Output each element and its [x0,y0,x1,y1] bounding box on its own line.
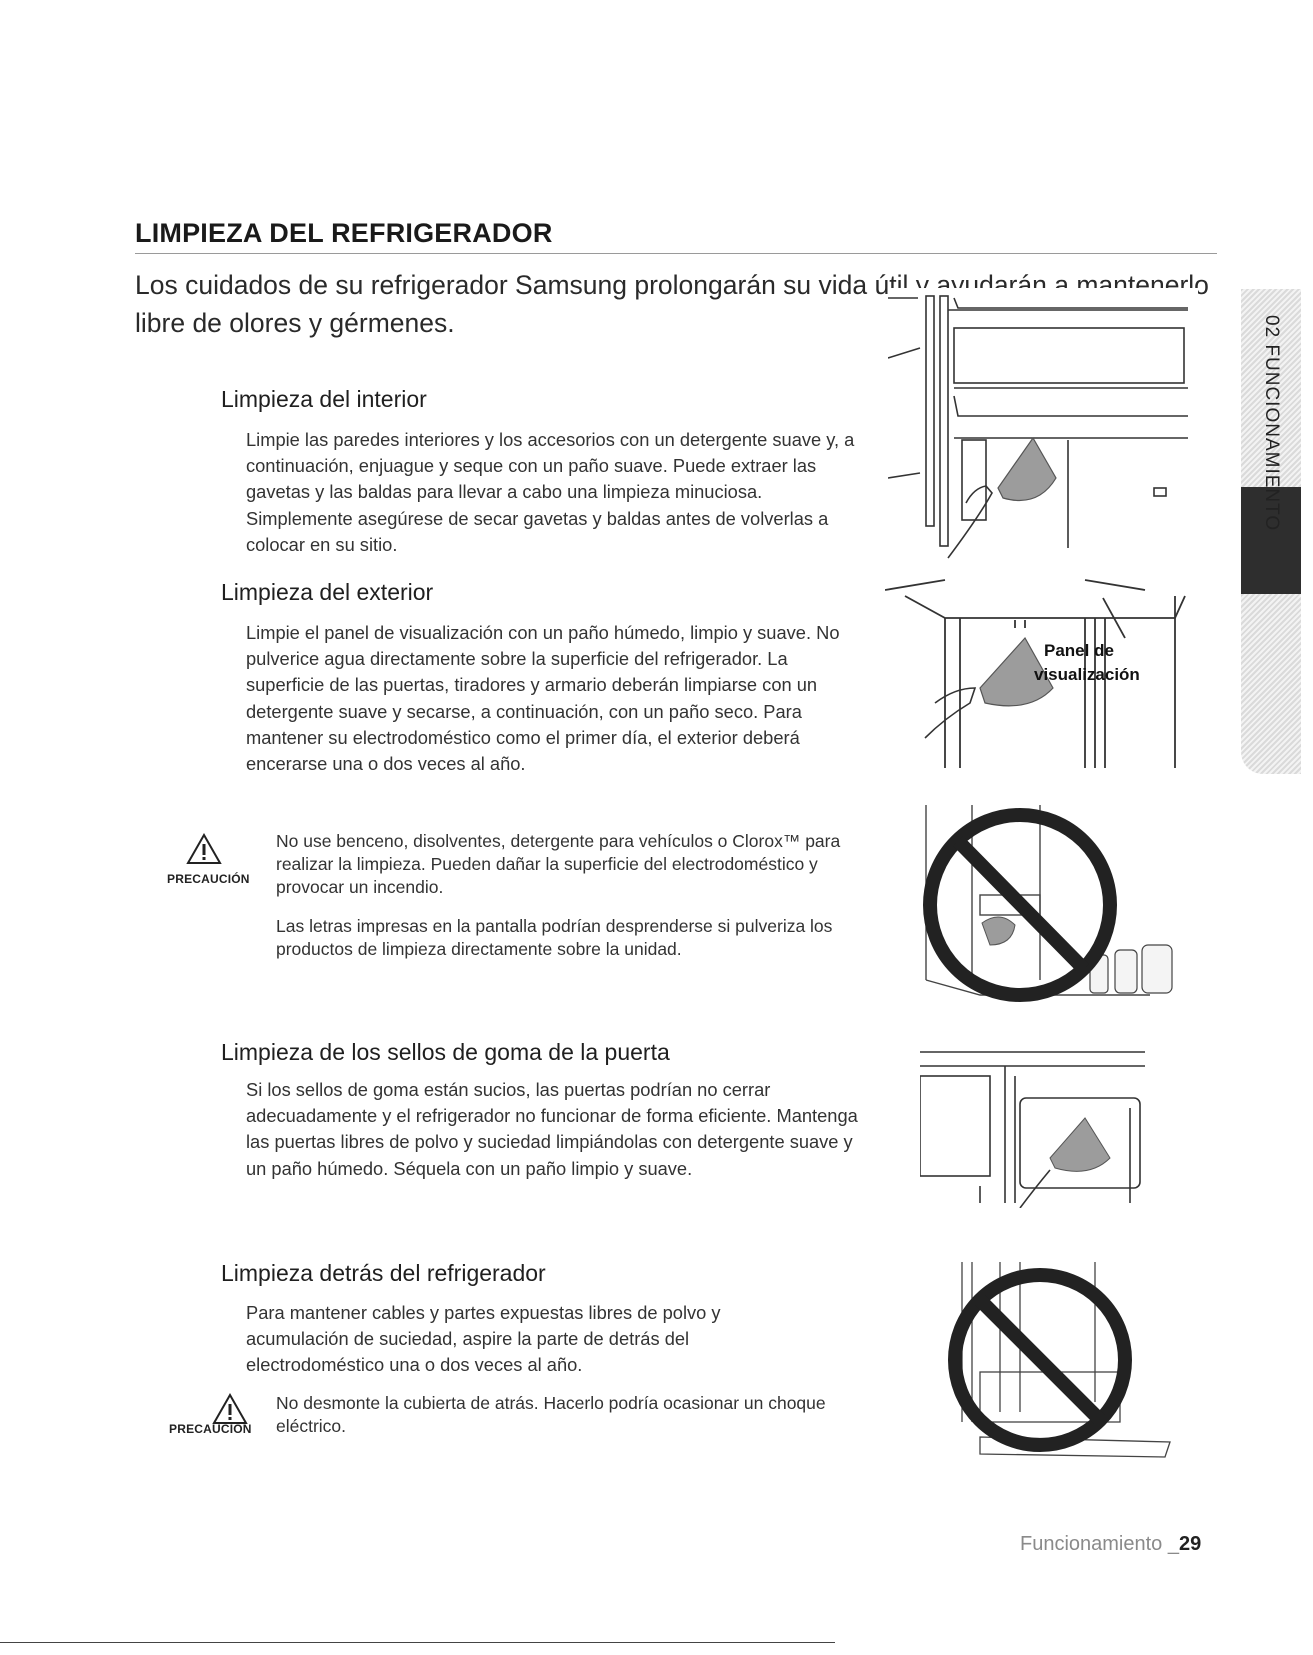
display-panel-label-line2: visualización [1034,665,1140,684]
section-body-exterior: Limpie el panel de visualización con un paño húmedo, limpio y suave. No pulverice agua directamente sobre la superficie del refrigerador. La superficie de las puertas, tiradores y armario deberán limpiarse con un detergente suave y secarse, a continuación, con un paño seco. Para mantener su electrodoméstico como el primer día, el exterior deberá encerarse una o dos veces al año. [246,622,840,775]
no-back-cover-removal-illustration [940,1262,1180,1462]
section-body-behind: Para mantener cables y partes expuestas libres de polvo y acumulación de suciedad, aspire la parte de detrás del electrodoméstico una o dos veces al año. [246,1302,721,1376]
page-number: 29 [1178,1533,1202,1555]
warning-triangle-icon [212,1393,248,1425]
page-footer [1020,1533,1201,1556]
section-body-seals: Si los sellos de goma están sucios, las puertas podrían no cerrar adecuadamente y el refrigerador no funcionar de forma eficiente. Mantenga las puertas libres de polvo y suciedad limpiándolas con detergente suave y un paño húmedo. Séquela con un paño limpio y suave. [246,1079,858,1179]
footer-section: Funcionamiento _ [1020,1533,1179,1555]
warning-triangle-icon [186,833,222,865]
section-body-interior: Limpie las paredes interiores y los accesorios con un detergente suave y, a continuación, enjuague y seque con un paño suave. Puede extraer las gavetas y las baldas para llevar a cabo una limpieza minuciosa. Simplemente asegúrese de secar gavetas y baldas antes de volverlas a colocar en su sitio. [246,429,855,555]
section-title-interior: Limpieza del interior [221,386,427,412]
caution-text-2: No desmonte la cubierta de atrás. Hacerlo podría ocasionar un choque eléctrico. [276,1393,826,1436]
intro-paragraph: Los cuidados de su refrigerador Samsung prolongarán su vida útil y ayudarán a mantenerlo libre de olores y gérmenes. [135,270,1209,338]
no-spray-illustration [920,805,1190,1010]
chapter-side-tab-label: 02 FUNCIONAMIENTO [1261,315,1282,532]
caution-label: PRECAUCIÓN [167,872,250,886]
display-panel-label-line1: Panel de [1044,641,1114,660]
caution-label: PRECAUCIÓN [169,1422,252,1436]
section-title-seals: Limpieza de los sellos de goma de la puerta [221,1039,670,1065]
title-divider [135,253,1217,254]
footer-divider [0,1642,835,1643]
caution-text-1-extra: Las letras impresas en la pantalla podrían desprenderse si pulveriza los productos de limpieza directamente sobre la unidad. [276,916,833,959]
interior-cleaning-illustration [888,288,1198,568]
caution-block-1 [186,833,222,870]
section-title-behind: Limpieza detrás del refrigerador [221,1260,546,1286]
door-seal-cleaning-illustration [920,1048,1160,1208]
page-title: LIMPIEZA DEL REFRIGERADOR [135,218,553,248]
caution-text-1: No use benceno, disolventes, detergente para vehículos o Clorox™ para realizar la limpieza. Pueden dañar la superficie del electrodoméstico y provocar un incendio. [276,831,841,897]
section-title-exterior: Limpieza del exterior [221,579,434,605]
